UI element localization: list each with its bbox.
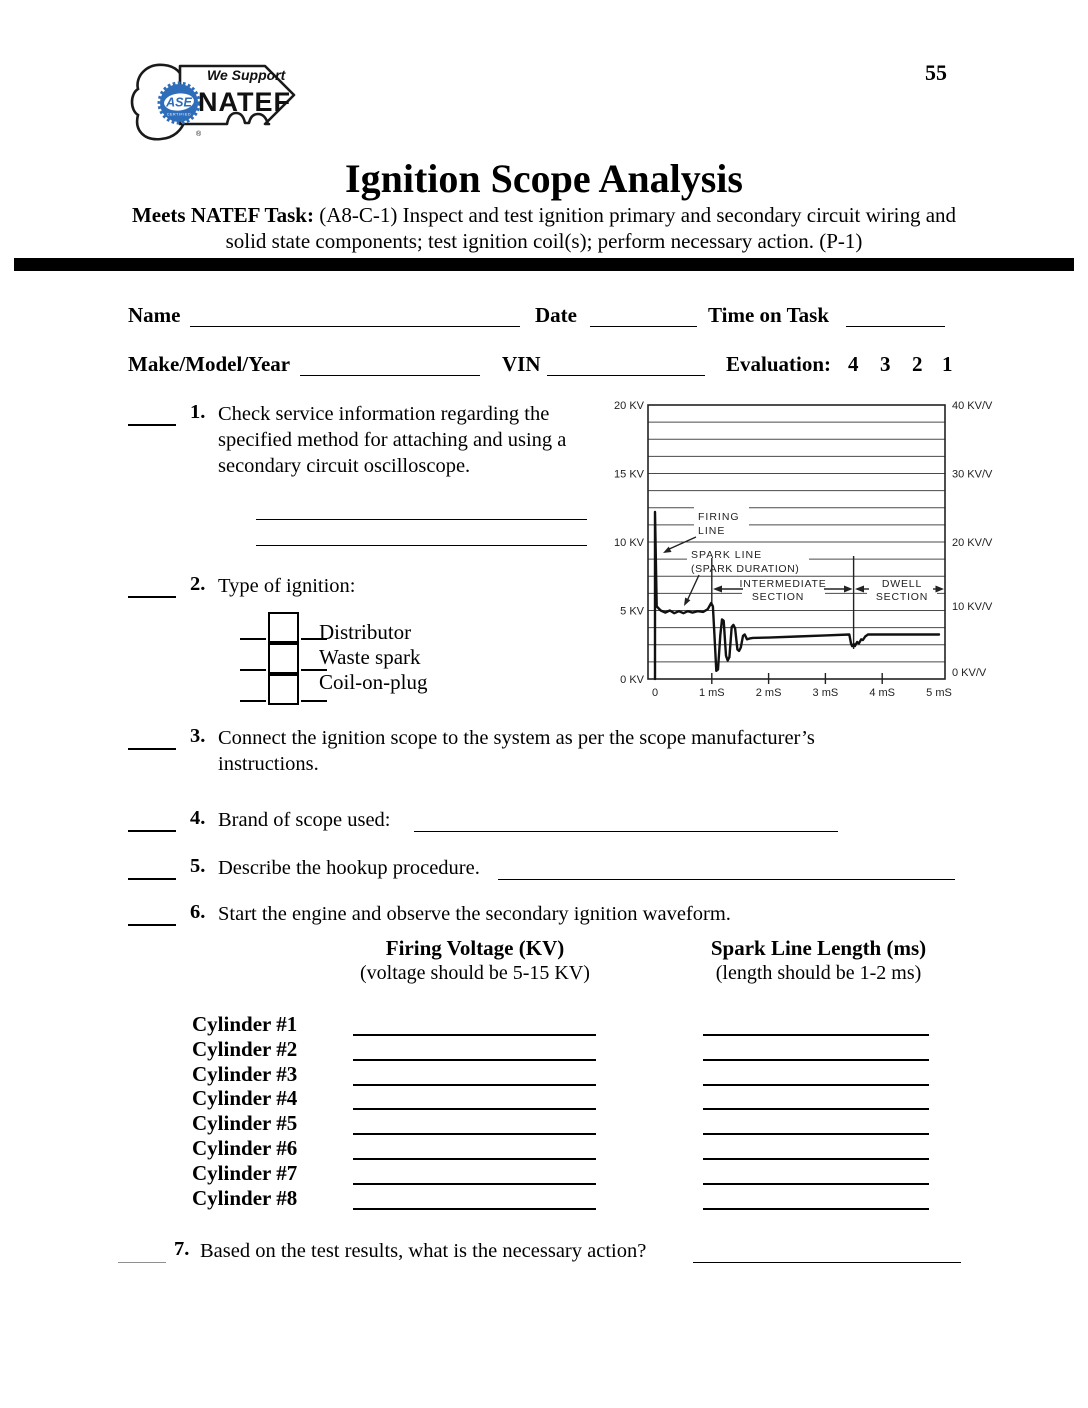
spark-line-length-header: Spark Line Length (ms): [710, 936, 927, 960]
x-tick-3ms: 3 mS: [812, 687, 839, 699]
name-label: Name: [128, 303, 181, 327]
task-label: Meets NATEF Task:: [131, 203, 314, 227]
cyl2-voltage-line: [353, 1059, 596, 1061]
checkbox-tick: [240, 669, 266, 671]
time-on-task-label: Time on Task: [708, 303, 830, 327]
intermediate-section-label-2: SECTION: [751, 591, 805, 603]
item3-text: Connect the ignition scope to the system as per the scope manufacturer’s instructions.: [218, 727, 815, 775]
item1-answer-line-2: [256, 545, 587, 546]
oscilloscope-waveform-diagram: [606, 396, 1010, 708]
vin-label: VIN: [502, 352, 541, 376]
cylinder-4-label: Cylinder #4: [192, 1086, 298, 1110]
x-tick-1ms: 1 mS: [698, 687, 725, 699]
y-left-tick-15kv: 15 KV: [614, 468, 644, 481]
cyl5-voltage-line: [353, 1133, 596, 1135]
item1-check-line: [128, 424, 176, 426]
coil-on-plug-checkbox: [268, 674, 299, 705]
make-field-line: [300, 375, 480, 376]
y-right-tick-40: 40 KV/V: [952, 400, 993, 412]
cylinder-2-label: Cylinder #2: [192, 1037, 298, 1061]
cylinder-6-label: Cylinder #6: [192, 1136, 298, 1160]
firing-line-label-2: LINE: [698, 525, 726, 537]
evaluation-label: Evaluation:: [726, 352, 832, 376]
page-number: 55: [925, 60, 947, 85]
item5-answer-line: [498, 879, 955, 880]
item6-check-line: [128, 924, 176, 926]
y-right-tick-20: 20 KV/V: [952, 537, 993, 549]
y-right-tick-30: 30 KV/V: [952, 468, 993, 481]
cyl4-sparkline-line: [703, 1108, 929, 1110]
item5-number: 5.: [190, 855, 206, 877]
cylinder-3-label: Cylinder #3: [192, 1062, 298, 1086]
firing-voltage-subheader: (voltage should be 5-15 KV): [360, 962, 590, 984]
logo-natef-text: NATEF: [198, 87, 291, 117]
spark-line-label-1: SPARK LINE: [691, 549, 763, 561]
divider-bar: [14, 258, 1074, 271]
make-model-year-label: Make/Model/Year: [128, 352, 291, 376]
spark-line-length-subheader: (length should be 1-2 ms): [715, 962, 922, 984]
item7-number: 7.: [174, 1238, 190, 1260]
item3-number: 3.: [190, 725, 206, 747]
cyl6-sparkline-line: [703, 1158, 929, 1160]
item4-text: Brand of scope used:: [218, 809, 391, 831]
x-tick-5ms: 5 mS: [926, 687, 952, 699]
x-tick-2ms: 2 mS: [755, 687, 782, 699]
cyl8-sparkline-line: [703, 1208, 929, 1210]
firing-voltage-header: Firing Voltage (KV): [385, 936, 565, 960]
cyl1-voltage-line: [353, 1034, 596, 1036]
item7-text: Based on the test results, what is the necessary action?: [200, 1240, 647, 1262]
checkbox-tick: [240, 638, 266, 640]
time-field-line: [846, 326, 945, 327]
item7-check-line: [118, 1262, 166, 1263]
evaluation-value-2: 2: [912, 352, 923, 376]
cyl5-sparkline-line: [703, 1133, 929, 1135]
vin-field-line: [547, 375, 705, 376]
intermediate-section-label-1: INTERMEDIATE: [739, 578, 827, 590]
natef-task-line2: solid state components; test ignition coil(s); perform necessary action. (P-1): [225, 229, 863, 253]
ase-logo-text: ASE: [166, 95, 192, 110]
item2-check-line: [128, 596, 176, 598]
spark-line-label-2: (SPARK DURATION): [691, 563, 800, 575]
checkbox-tick: [240, 700, 266, 702]
dwell-section-label-2: SECTION: [875, 591, 929, 603]
arrow-left-icon: [713, 586, 722, 593]
task-text: (A8-C-1) Inspect and test ignition primary and secondary circuit wiring and: [319, 203, 957, 227]
cyl6-voltage-line: [353, 1158, 596, 1160]
natef-task-line1: [0, 203, 1088, 228]
evaluation-value-4: 4: [848, 352, 859, 376]
cyl3-sparkline-line: [703, 1084, 929, 1086]
item2-number: 2.: [190, 573, 206, 595]
scope-gridlines: [648, 405, 945, 679]
item1-number: 1.: [190, 401, 206, 423]
ignition-type-distributor-label: Distributor: [319, 620, 412, 644]
logo-support-text: We Support: [207, 67, 286, 83]
cylinder-5-label: Cylinder #5: [192, 1111, 298, 1135]
item6-text: Start the engine and observe the secondary ignition waveform.: [218, 903, 731, 925]
firing-line-label-1: FIRING: [698, 511, 740, 523]
evaluation-value-1: 1: [942, 352, 953, 376]
firing-line-arrow: [663, 547, 672, 553]
spark-line-arrow: [684, 598, 690, 607]
cyl8-voltage-line: [353, 1208, 596, 1210]
y-right-tick-10: 10 KV/V: [952, 601, 993, 613]
item4-number: 4.: [190, 807, 206, 829]
item7-answer-line: [693, 1262, 961, 1263]
cyl4-voltage-line: [353, 1108, 596, 1110]
date-field-line: [590, 326, 697, 327]
natef-ase-logo: [128, 58, 304, 150]
item6-number: 6.: [190, 901, 206, 923]
x-tick-0: 0: [651, 687, 659, 699]
ignition-type-waste-spark-label: Waste spark: [319, 645, 421, 669]
arrow-right-icon: [844, 586, 853, 593]
y-left-tick-20kv: 20 KV: [614, 400, 644, 412]
cyl7-sparkline-line: [703, 1183, 929, 1185]
page-title: Ignition Scope Analysis: [345, 156, 743, 201]
cylinder-8-label: Cylinder #8: [192, 1186, 298, 1210]
cylinder-1-label: Cylinder #1: [192, 1012, 298, 1036]
item5-text: Describe the hookup procedure.: [218, 857, 480, 879]
y-left-tick-0kv: 0 KV: [620, 674, 644, 686]
arrow-right-icon: [936, 586, 945, 593]
evaluation-value-3: 3: [880, 352, 891, 376]
x-tick-4ms: 4 mS: [869, 687, 896, 699]
cyl1-sparkline-line: [703, 1034, 929, 1036]
cyl7-voltage-line: [353, 1183, 596, 1185]
item1-text: Check service information regarding the specified method for attaching and using a secondary circuit oscilloscope.: [218, 403, 567, 477]
cyl2-sparkline-line: [703, 1059, 929, 1061]
item5-check-line: [128, 878, 176, 880]
y-right-tick-0: 0 KV/V: [952, 667, 987, 679]
cylinder-7-label: Cylinder #7: [192, 1161, 298, 1185]
y-left-tick-5kv: 5 KV: [620, 605, 644, 618]
distributor-checkbox: [268, 612, 299, 643]
item2-text: Type of ignition:: [218, 575, 356, 597]
waste-spark-checkbox: [268, 643, 299, 674]
item1-answer-line-1: [256, 519, 587, 520]
item4-check-line: [128, 830, 176, 832]
ignition-type-coil-on-plug-label: Coil-on-plug: [319, 670, 428, 694]
y-left-tick-10kv: 10 KV: [614, 537, 644, 549]
dwell-section-label-1: DWELL: [881, 578, 923, 590]
item3-check-line: [128, 748, 176, 750]
item4-answer-line: [414, 831, 838, 832]
cyl3-voltage-line: [353, 1084, 596, 1086]
name-field-line: [190, 326, 520, 327]
checkbox-tick: [301, 700, 327, 702]
date-label: Date: [535, 303, 577, 327]
registered-mark: ®: [196, 131, 202, 138]
ase-certified-text: CERTIFIED: [166, 112, 192, 117]
arrow-left-icon: [855, 586, 864, 593]
